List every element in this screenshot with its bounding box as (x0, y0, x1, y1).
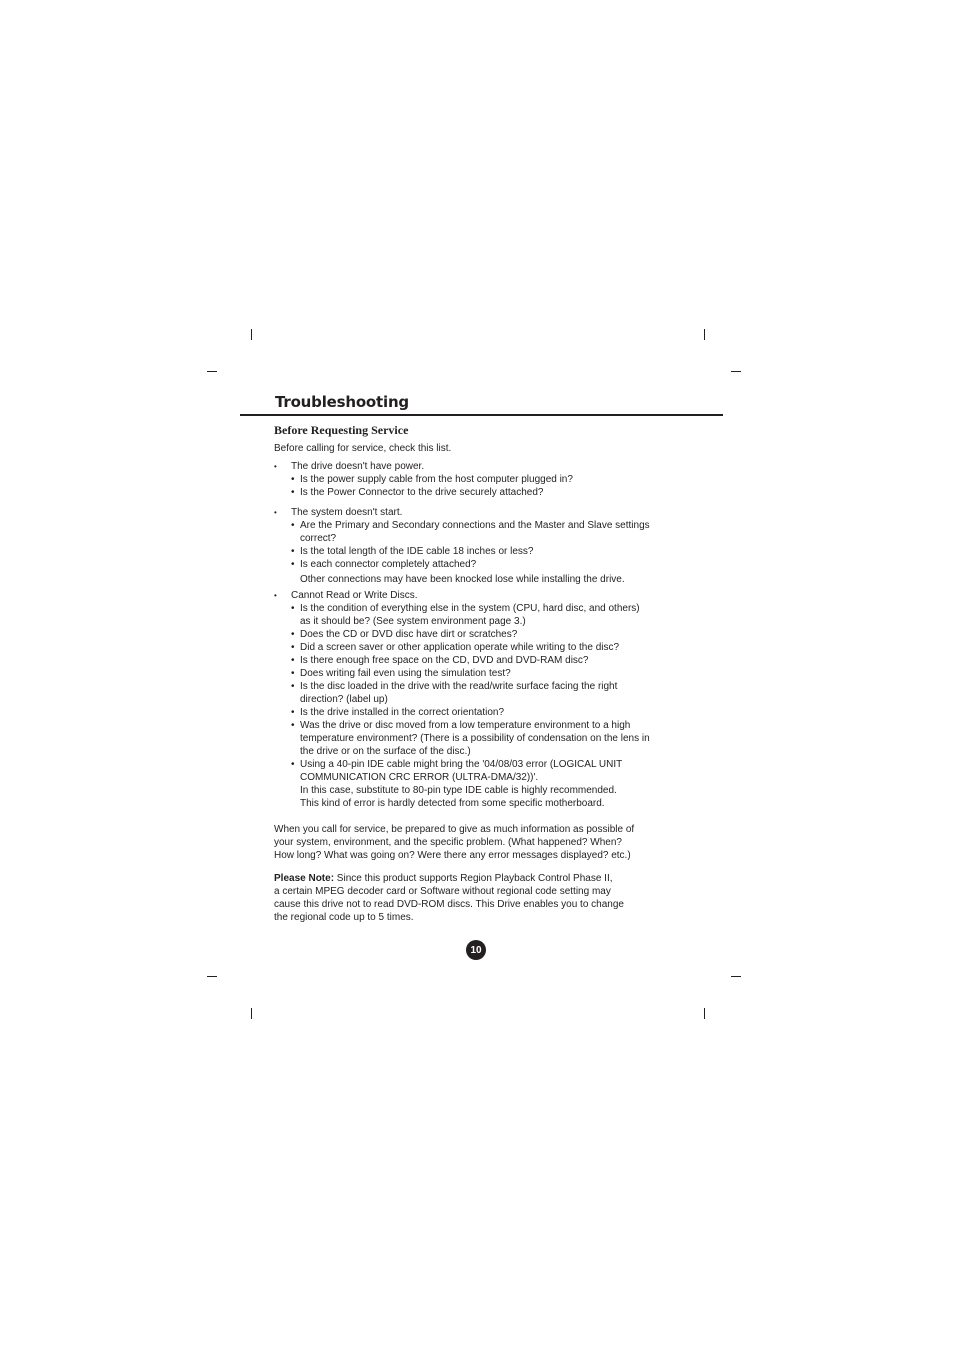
checklist-item (291, 473, 694, 486)
crop-mark (251, 1008, 252, 1019)
checklist-group (274, 460, 694, 499)
item-text-line: Does the CD or DVD disc have dirt or scratches? (300, 629, 518, 640)
checklist-item (291, 558, 694, 571)
crop-mark (731, 976, 741, 977)
paragraph-line (274, 872, 694, 885)
checklist-item (291, 758, 694, 810)
item-bullet: • (291, 681, 295, 692)
item-text-line: Is each connector completely attached? (300, 559, 477, 570)
item-text-line: COMMUNICATION CRC ERROR (ULTRA-DMA/32))'. (300, 772, 539, 783)
item-bullet: • (291, 546, 295, 557)
item-text-line: the drive or on the surface of the disc.) (300, 746, 471, 757)
item-text-line: Is there enough free space on the CD, DVD and DVD-RAM disc? (300, 655, 589, 666)
item-bullet: • (291, 629, 295, 640)
group-title: The drive doesn't have power. (291, 461, 425, 472)
item-text-line: This kind of error is hardly detected from some specific motherboard. (300, 798, 605, 809)
paragraph-line: your system, environment, and the specific problem. (What happened? When? (274, 837, 622, 848)
document-body (274, 442, 694, 924)
item-text-line: Is the power supply cable from the host computer plugged in? (300, 474, 573, 485)
group-bullet: • (274, 462, 277, 471)
service-paragraph (274, 823, 694, 862)
item-text-line: Was the drive or disc moved from a low temperature environment to a high (300, 720, 631, 731)
item-text-line: Does writing fail even using the simulation test? (300, 668, 511, 679)
section-title: Before Requesting Service (274, 423, 409, 437)
item-bullet: • (291, 474, 295, 485)
checklist-item (291, 628, 694, 641)
item-bullet: • (291, 720, 295, 731)
item-text-line: Is the condition of everything else in the system (CPU, hard disc, and others) (300, 603, 640, 614)
item-text-line: Is the total length of the IDE cable 18 inches or less? (300, 546, 534, 557)
title-divider (240, 414, 723, 416)
item-text-line: Did a screen saver or other application operate while writing to the disc? (300, 642, 620, 653)
crop-mark (704, 329, 705, 340)
please-note-paragraph (274, 872, 694, 924)
item-bullet: • (291, 759, 295, 770)
item-text-line: correct? (300, 533, 337, 544)
intro-text: Before calling for service, check this list. (274, 443, 452, 454)
paragraph-line: cause this drive not to read DVD-ROM discs. This Drive enables you to change (274, 899, 624, 910)
group-note: Other connections may have been knocked lose while installing the drive. (300, 574, 625, 585)
paragraph-line: When you call for service, be prepared to give as much information as possible of (274, 824, 635, 835)
item-bullet: • (291, 520, 295, 531)
item-text-line: temperature environment? (There is a possibility of condensation on the lens in (300, 733, 650, 744)
item-text-line: Are the Primary and Secondary connections and the Master and Slave settings (300, 520, 650, 531)
checklist-item (291, 519, 694, 545)
checklist-item (291, 545, 694, 558)
crop-mark (731, 371, 741, 372)
group-bullet: • (274, 591, 277, 600)
item-text-line: In this case, substitute to 80-pin type IDE cable is highly recommended. (300, 785, 617, 796)
checklist-item (291, 667, 694, 680)
item-bullet: • (291, 707, 295, 718)
crop-mark (251, 329, 252, 340)
checklist-item (291, 680, 694, 706)
item-bullet: • (291, 603, 295, 614)
checklist-item (291, 719, 694, 758)
page-title: Troubleshooting (275, 393, 409, 411)
group-title: Cannot Read or Write Discs. (291, 590, 418, 601)
checklist-group (274, 506, 694, 586)
paragraph-line: a certain MPEG decoder card or Software without regional code setting may (274, 886, 611, 897)
crop-mark (704, 1008, 705, 1019)
item-bullet: • (291, 487, 295, 498)
item-bullet: • (291, 655, 295, 666)
please-note-text: Since this product supports Region Playback Control Phase II, (334, 873, 613, 884)
please-note-label: Please Note: (274, 873, 335, 884)
checklist-item (291, 641, 694, 654)
crop-mark (207, 371, 217, 372)
paragraph-line: the regional code up to 5 times. (274, 912, 414, 923)
item-text-line: Is the drive installed in the correct orientation? (300, 707, 504, 718)
checklist-group (274, 589, 694, 810)
item-bullet: • (291, 642, 295, 653)
group-bullet: • (274, 508, 277, 517)
crop-mark (207, 976, 217, 977)
item-text-line: Using a 40-pin IDE cable might bring the '04/08/03 error (LOGICAL UNIT (300, 759, 623, 770)
item-text-line: Is the disc loaded in the drive with the read/write surface facing the right (300, 681, 618, 692)
item-bullet: • (291, 668, 295, 679)
item-text-line: direction? (label up) (300, 694, 388, 705)
checklist-item (291, 706, 694, 719)
checklist (274, 460, 694, 810)
item-bullet: • (291, 559, 295, 570)
item-text-line: as it should be? (See system environment page 3.) (300, 616, 526, 627)
group-title: The system doesn't start. (291, 507, 403, 518)
checklist-item (291, 486, 694, 499)
checklist-item (291, 602, 694, 628)
checklist-item (291, 654, 694, 667)
paragraph-line: How long? What was going on? Were there any error messages displayed? etc.) (274, 850, 631, 861)
item-text-line: Is the Power Connector to the drive securely attached? (300, 487, 544, 498)
page-number-badge: 10 (466, 940, 486, 960)
